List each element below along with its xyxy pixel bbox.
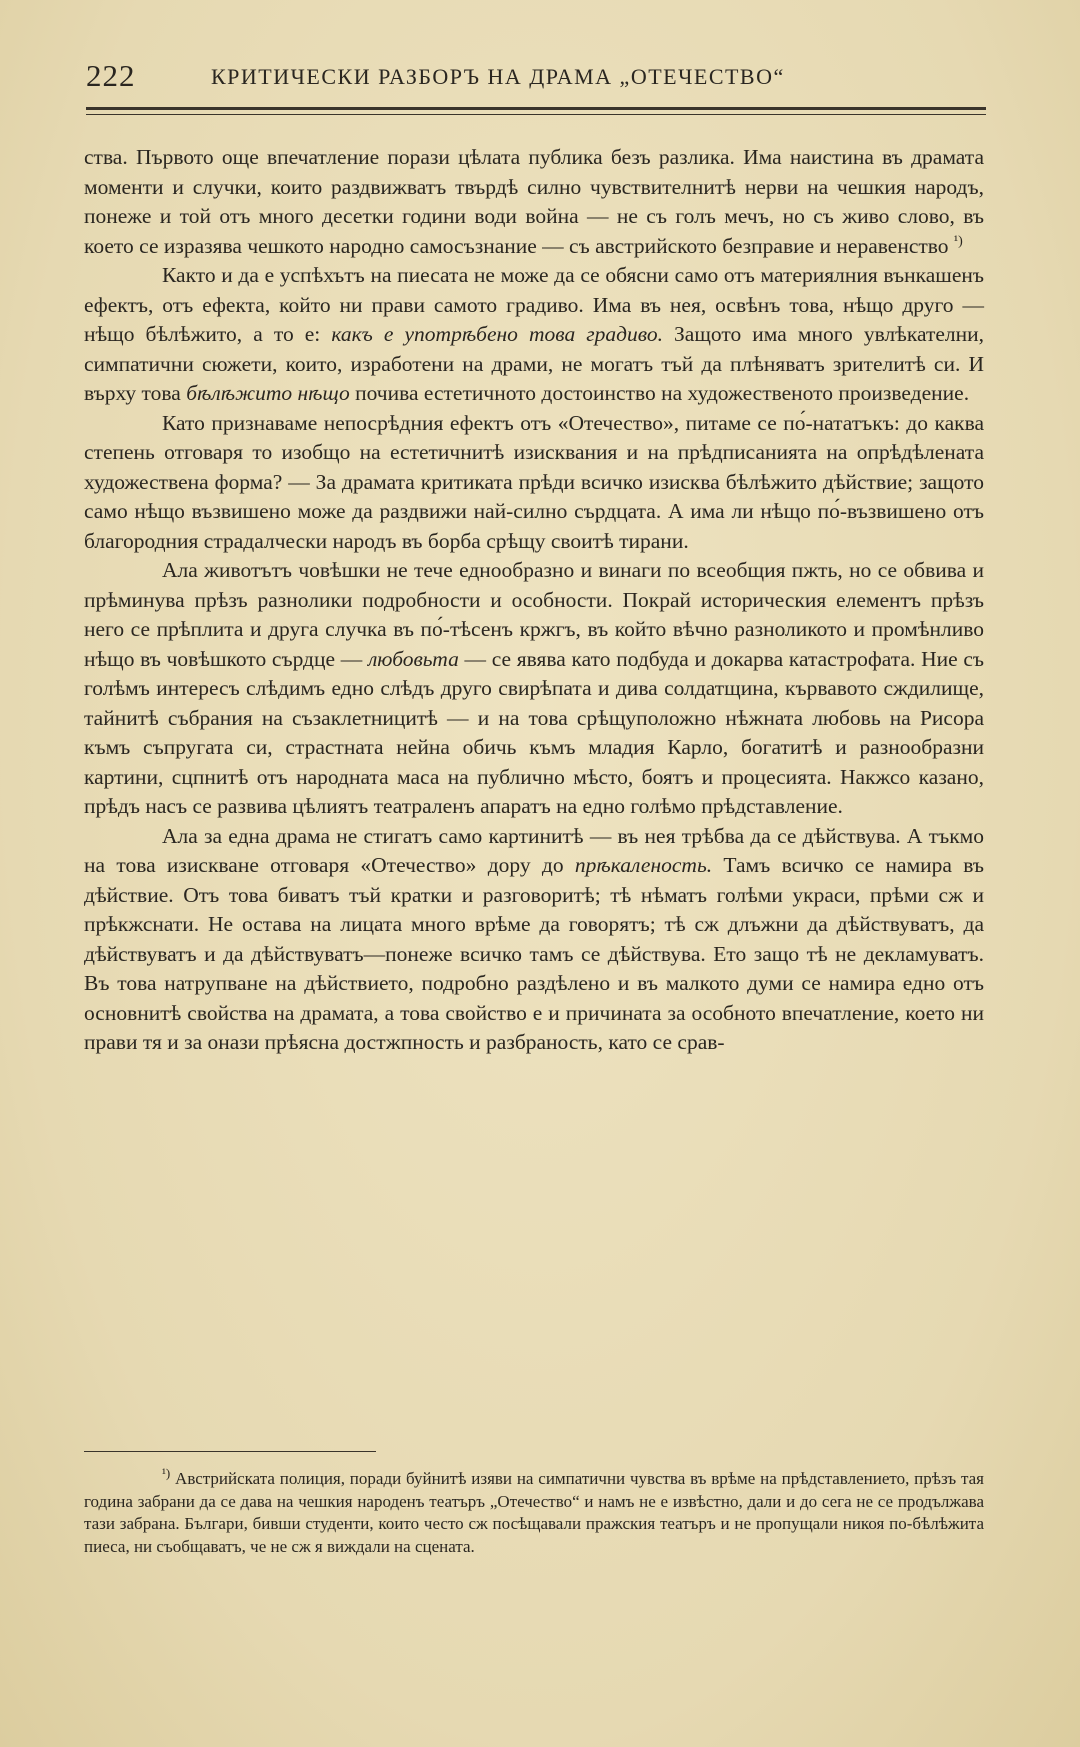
footnote-marker: ¹) <box>162 1465 171 1481</box>
footnote-text: Австрийската полиция, поради буйнитѣ изяви на симпатични чувства въ врѣме на прѣдставлението, прѣзъ тая година забрани да се дава на чешкия народенъ театъръ „Отечество“ и намъ не е извѣстно, дали и до сега не се продължава тази забрана. Българи, бивши студенти, които често сж посѣщавали пражския театъръ и не пропущали никоя по-бѣлѣжита пиеса, ни съобщаватъ, че не сж я виждали на сцената. <box>84 1469 984 1556</box>
paragraph <box>84 261 984 409</box>
italic-text: любовьта <box>367 646 459 671</box>
paragraph <box>84 556 984 822</box>
text-segment: Ала за една драма не стигатъ само картинитѣ — въ нея трѣбва да се дѣйствува. А тъкмо на това изискване отговаря «Отечество» дору до <box>84 823 984 877</box>
footnote <box>84 1465 984 1558</box>
text-segment: ства. Първото още впечатление порази цѣлата публика безъ разлика. Има наистина въ драмата моменти и случки, които раздвижватъ твърдѣ силно чувствителнитѣ нерви на чешкия народъ, понеже и той отъ много десетки години води война — не съ голъ мечъ, но съ живо слово, въ което се изразява чешкото народно самосъзнание — съ австрийското безправие и неравенство <box>84 145 984 258</box>
page-number: 222 <box>86 58 136 93</box>
body-text <box>84 143 984 1058</box>
text-segment: Както и да е успѣхътъ на пиесата не може да се обясни само отъ материялния вънкашенъ ефектъ, отъ ефекта, който ни прави самото градиво. Има въ нея, освѣнъ това, нѣщо друго — нѣщо бѣлѣжито, а то е: <box>84 263 984 346</box>
italic-text: бѣлѣжито нѣщо <box>186 381 350 405</box>
header-rule-thin <box>86 114 986 115</box>
italic-text: прѣкаленость. <box>574 853 713 877</box>
text-segment: Защото има много увлѣкателни, симпатични сюжети, които, изработени на драми, не могатъ тъй да плѣняватъ зрителитѣ си. И върху това <box>84 322 984 405</box>
footnote-reference: ¹) <box>953 233 963 249</box>
running-title: КРИТИЧЕСКИ РАЗБОРЪ НА ДРАМА „ОТЕЧЕСТВО“ <box>211 64 785 89</box>
paragraph <box>84 409 984 557</box>
italic-text: какъ е употрѣбено това градиво. <box>331 322 663 346</box>
text-segment: — се явява като подбуда и докарва катастрофата. Ние съ голѣмъ интересъ слѣдимъ едно слѣдъ друго свирѣпата и дива солдатщина, кървавото сждилище, тайнитѣ събрания на съзаклетницитѣ — и на това срѣщуположно нѣжната любовь на Рисора къмъ съпругата си, страстната нейна обичь къмъ младия Карло, богатитѣ и разнообразни картини, сцпнитѣ отъ народната маса на публично мѣсто, боятъ и процесията. Накжсо казано, прѣдъ насъ се развива цѣлиятъ театраленъ апаратъ на едно голѣмо прѣдставление. <box>84 646 984 818</box>
paragraph <box>84 822 984 1058</box>
paragraph <box>84 143 984 261</box>
text-segment: Като признаваме непосрѣдния ефектъ отъ «Отечество», питаме се по́-нататъкъ: до каква степень отговаря то изобщо на естетичнитѣ изисквания и на прѣдписанията на опрѣдѣлената художествена форма? — За драмата критиката прѣди всичко изисква бѣлѣжито дѣйствие; защото само нѣщо възвишено може да раздвижи най-силно сърдцата. А има ли нѣщо по́-възвишено отъ благородния страдалчески народъ въ борба срѣщу своитѣ тирани. <box>84 410 984 553</box>
text-segment: Тамъ всичко се намира въ дѣйствие. Отъ това биватъ тъй кратки и разговоритѣ; тѣ нѣматъ голѣми украси, прѣми сж и прѣкжснати. Не остава на лицата много врѣме да говорятъ; тѣ сж длъжни да дѣйствуватъ, да дѣйствуватъ и да дѣйствуватъ—понеже всичко тамъ се дѣйствува. Ето защо тѣ не декламуватъ. Въ това натрупване на дѣйствието, подробно раздѣлено и въ малкото думи се намира едно отъ основнитѣ свойства на драмата, а това свойство е и причината за особното впечатление, което ни прави тя и за онази прѣясна достжпность и разбраность, като се срав- <box>84 853 984 1054</box>
header-rule-thick <box>86 107 986 110</box>
text-segment: почива естетичното достоинство на художественото произведение. <box>349 381 970 405</box>
text-segment: Ала животътъ човѣшки не тече еднообразно и винаги по всеобщия пжть, но се обвива и прѣминува прѣзъ разнолики подробности и особности. Покрай историческия елементъ прѣзъ него се прѣплита и друга случка въ по́-тѣсенъ кржгъ, въ който вѣчно разноликото и промѣнливо нѣщо въ човѣшкото сърдце — <box>84 558 984 671</box>
page-header <box>86 58 986 104</box>
footnote-rule <box>84 1451 376 1452</box>
